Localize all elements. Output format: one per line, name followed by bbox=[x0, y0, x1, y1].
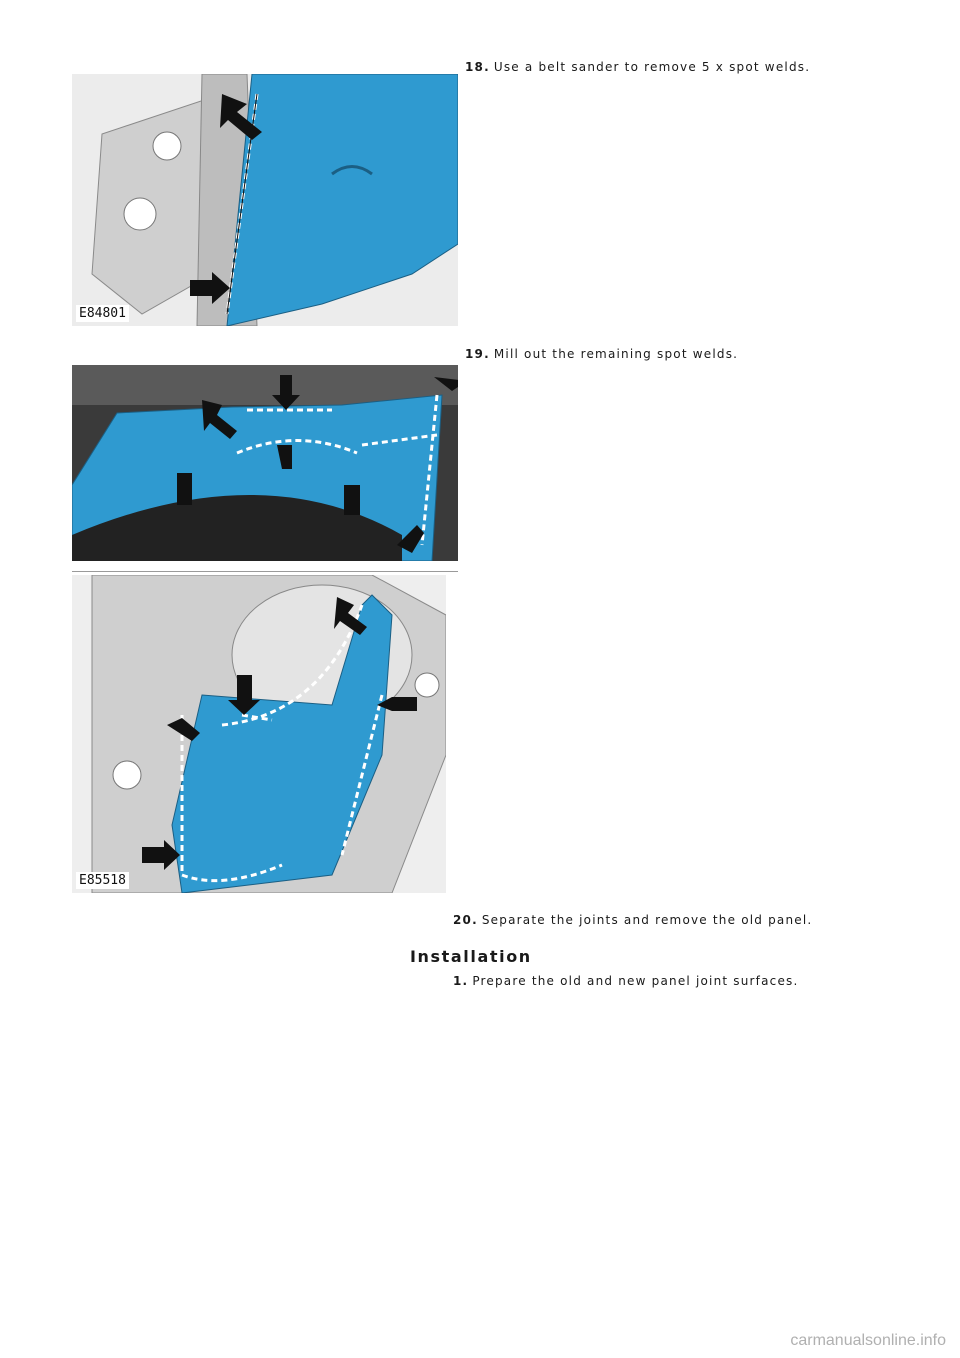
step-text: Use a belt sander to remove 5 x spot welds. bbox=[493, 60, 811, 74]
figure-remaining-spot-welds-inner bbox=[72, 575, 446, 893]
step-20 bbox=[453, 913, 812, 927]
step-18 bbox=[465, 60, 810, 74]
step-number: 18. bbox=[465, 60, 490, 74]
figure-illustration bbox=[72, 74, 458, 326]
installation-step-1 bbox=[453, 974, 799, 988]
step-text: Separate the joints and remove the old panel. bbox=[481, 913, 813, 927]
step-19 bbox=[465, 347, 738, 361]
section-heading-installation: Installation bbox=[410, 947, 532, 966]
step-number: 19. bbox=[465, 347, 490, 361]
step-text: Prepare the old and new panel joint surfaces. bbox=[472, 974, 799, 988]
figure-label: E85518 bbox=[76, 872, 129, 889]
step-number: 1. bbox=[453, 974, 469, 988]
figure-label: E84801 bbox=[76, 305, 129, 322]
step-number: 20. bbox=[453, 913, 478, 927]
figure-divider bbox=[72, 571, 458, 572]
figure-illustration bbox=[72, 575, 446, 893]
figure-spot-welds-belt-sander bbox=[72, 74, 458, 326]
step-text: Mill out the remaining spot welds. bbox=[493, 347, 739, 361]
figure-illustration bbox=[72, 365, 458, 561]
figure-remaining-spot-welds-outer bbox=[72, 365, 458, 561]
footer-watermark[interactable]: carmanualsonline.info bbox=[790, 1332, 946, 1349]
